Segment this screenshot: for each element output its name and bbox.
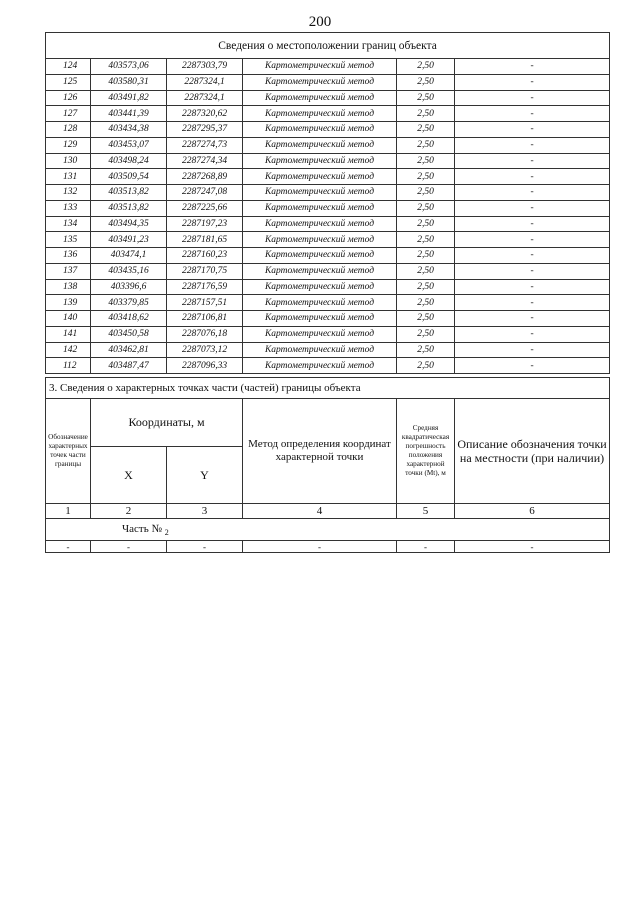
coord-y: 2287295,37 — [167, 122, 243, 138]
accuracy-cell: 2,50 — [397, 342, 455, 358]
accuracy-cell: 2,50 — [397, 200, 455, 216]
empty-cell: - — [397, 541, 455, 553]
header-coordinates: Координаты, м — [91, 399, 243, 447]
method-cell: Картометрический метод — [243, 232, 397, 248]
accuracy-cell: 2,50 — [397, 279, 455, 295]
method-cell: Картометрический метод — [243, 59, 397, 75]
description-cell: - — [455, 200, 610, 216]
col-number: 6 — [455, 504, 610, 519]
coord-y: 2287247,08 — [167, 185, 243, 201]
header-x: X — [91, 447, 167, 504]
accuracy-cell: 2,50 — [397, 326, 455, 342]
table-row — [46, 342, 610, 358]
description-cell: - — [455, 216, 610, 232]
accuracy-cell: 2,50 — [397, 295, 455, 311]
accuracy-cell: 2,50 — [397, 137, 455, 153]
table-row — [46, 74, 610, 90]
accuracy-cell: 2,50 — [397, 311, 455, 327]
description-cell: - — [455, 59, 610, 75]
point-number: 112 — [46, 358, 91, 374]
table-row — [46, 248, 610, 264]
point-number: 141 — [46, 326, 91, 342]
coord-x: 403434,38 — [91, 122, 167, 138]
coord-x: 403435,16 — [91, 263, 167, 279]
method-cell: Картометрический метод — [243, 263, 397, 279]
coord-x: 403580,31 — [91, 74, 167, 90]
point-number: 133 — [46, 200, 91, 216]
coord-x: 403462,81 — [91, 342, 167, 358]
point-number: 131 — [46, 169, 91, 185]
method-cell: Картометрический метод — [243, 248, 397, 264]
method-cell: Картометрический метод — [243, 185, 397, 201]
coord-x: 403491,82 — [91, 90, 167, 106]
col-number: 5 — [397, 504, 455, 519]
table-row — [46, 185, 610, 201]
part-label-row — [46, 519, 610, 541]
coord-x: 403491,23 — [91, 232, 167, 248]
accuracy-cell: 2,50 — [397, 263, 455, 279]
point-number: 127 — [46, 106, 91, 122]
description-cell: - — [455, 311, 610, 327]
method-cell: Картометрический метод — [243, 216, 397, 232]
coord-x: 403450,58 — [91, 326, 167, 342]
accuracy-cell: 2,50 — [397, 169, 455, 185]
table-row — [46, 358, 610, 374]
table-row — [46, 311, 610, 327]
table-row — [46, 279, 610, 295]
coord-x: 403441,39 — [91, 106, 167, 122]
part-label: Часть № — [122, 522, 162, 535]
description-cell: - — [455, 342, 610, 358]
coord-y: 2287106,81 — [167, 311, 243, 327]
table-row — [46, 200, 610, 216]
table-row — [46, 153, 610, 169]
description-cell: - — [455, 106, 610, 122]
description-cell: - — [455, 122, 610, 138]
coord-y: 2287225,66 — [167, 200, 243, 216]
header-accuracy: Средняя квадратическая погрешность положения характерной точки (Мt), м — [397, 399, 455, 504]
accuracy-cell: 2,50 — [397, 185, 455, 201]
coord-y: 2287096,33 — [167, 358, 243, 374]
accuracy-cell: 2,50 — [397, 358, 455, 374]
coord-x: 403494,35 — [91, 216, 167, 232]
point-number: 135 — [46, 232, 91, 248]
page-number: 200 — [308, 14, 332, 30]
point-number: 134 — [46, 216, 91, 232]
point-number: 132 — [46, 185, 91, 201]
description-cell: - — [455, 279, 610, 295]
table-row — [46, 59, 610, 75]
table-row — [46, 326, 610, 342]
coord-x: 403474,1 — [91, 248, 167, 264]
point-number: 136 — [46, 248, 91, 264]
coord-x: 403396,6 — [91, 279, 167, 295]
coord-y: 2287303,79 — [167, 59, 243, 75]
accuracy-cell: 2,50 — [397, 122, 455, 138]
coord-y: 2287324,1 — [167, 74, 243, 90]
header-method: Метод определения координат характерной точки — [243, 399, 397, 504]
col-number: 1 — [46, 504, 91, 519]
empty-cell: - — [46, 541, 91, 553]
table-row — [46, 295, 610, 311]
coord-y: 2287170,75 — [167, 263, 243, 279]
coord-x: 403487,47 — [91, 358, 167, 374]
table-row — [46, 169, 610, 185]
col-number: 3 — [167, 504, 243, 519]
description-cell: - — [455, 153, 610, 169]
point-number: 142 — [46, 342, 91, 358]
method-cell: Картометрический метод — [243, 137, 397, 153]
coord-x: 403498,24 — [91, 153, 167, 169]
header-description: Описание обозначения точки на местности (при наличии) — [455, 399, 610, 504]
coord-y: 2287274,73 — [167, 137, 243, 153]
section-title: Сведения о местоположении границ объекта — [46, 33, 610, 59]
point-number: 138 — [46, 279, 91, 295]
empty-cell: - — [455, 541, 610, 553]
table-row — [46, 137, 610, 153]
coord-y: 2287076,18 — [167, 326, 243, 342]
description-cell: - — [455, 326, 610, 342]
col-number: 2 — [91, 504, 167, 519]
description-cell: - — [455, 185, 610, 201]
point-number: 137 — [46, 263, 91, 279]
empty-cell: - — [167, 541, 243, 553]
method-cell: Картометрический метод — [243, 106, 397, 122]
table-row — [46, 216, 610, 232]
section3-title: 3. Сведения о характерных точках части (частей) границы объекта — [46, 378, 610, 399]
method-cell: Картометрический метод — [243, 169, 397, 185]
method-cell: Картометрический метод — [243, 295, 397, 311]
method-cell: Картометрический метод — [243, 200, 397, 216]
coord-y: 2287176,59 — [167, 279, 243, 295]
coord-y: 2287274,34 — [167, 153, 243, 169]
part-number: 2 — [164, 527, 169, 537]
table-row — [46, 232, 610, 248]
coord-y: 2287320,62 — [167, 106, 243, 122]
method-cell: Картометрический метод — [243, 74, 397, 90]
coord-y: 2287324,1 — [167, 90, 243, 106]
method-cell: Картометрический метод — [243, 279, 397, 295]
point-number: 128 — [46, 122, 91, 138]
description-cell: - — [455, 137, 610, 153]
description-cell: - — [455, 169, 610, 185]
point-number: 140 — [46, 311, 91, 327]
coord-y: 2287197,23 — [167, 216, 243, 232]
method-cell: Картометрический метод — [243, 122, 397, 138]
description-cell: - — [455, 358, 610, 374]
coord-x: 403513,82 — [91, 200, 167, 216]
table-row — [46, 106, 610, 122]
method-cell: Картометрический метод — [243, 90, 397, 106]
accuracy-cell: 2,50 — [397, 74, 455, 90]
point-number: 124 — [46, 59, 91, 75]
method-cell: Картометрический метод — [243, 358, 397, 374]
part-points-table — [45, 377, 610, 553]
method-cell: Картометрический метод — [243, 342, 397, 358]
coord-y: 2287181,65 — [167, 232, 243, 248]
coord-x: 403509,54 — [91, 169, 167, 185]
coord-y: 2287157,51 — [167, 295, 243, 311]
description-cell: - — [455, 232, 610, 248]
method-cell: Картометрический метод — [243, 326, 397, 342]
coord-y: 2287160,23 — [167, 248, 243, 264]
coord-x: 403573,06 — [91, 59, 167, 75]
empty-cell: - — [91, 541, 167, 553]
point-number: 129 — [46, 137, 91, 153]
coord-x: 403379,85 — [91, 295, 167, 311]
table-row — [46, 90, 610, 106]
accuracy-cell: 2,50 — [397, 248, 455, 264]
coord-x: 403513,82 — [91, 185, 167, 201]
table-row — [46, 122, 610, 138]
header-y: Y — [167, 447, 243, 504]
accuracy-cell: 2,50 — [397, 153, 455, 169]
description-cell: - — [455, 74, 610, 90]
description-cell: - — [455, 248, 610, 264]
point-number: 126 — [46, 90, 91, 106]
accuracy-cell: 2,50 — [397, 59, 455, 75]
point-number: 139 — [46, 295, 91, 311]
header-designation: Обозначение характерных точек части границы — [46, 399, 91, 504]
description-cell: - — [455, 295, 610, 311]
col-number: 4 — [243, 504, 397, 519]
coord-x: 403418,62 — [91, 311, 167, 327]
point-number: 125 — [46, 74, 91, 90]
accuracy-cell: 2,50 — [397, 216, 455, 232]
method-cell: Картометрический метод — [243, 311, 397, 327]
coord-y: 2287073,12 — [167, 342, 243, 358]
method-cell: Картометрический метод — [243, 153, 397, 169]
point-number: 130 — [46, 153, 91, 169]
description-cell: - — [455, 263, 610, 279]
accuracy-cell: 2,50 — [397, 232, 455, 248]
table-row — [46, 263, 610, 279]
coord-x: 403453,07 — [91, 137, 167, 153]
description-cell: - — [455, 90, 610, 106]
accuracy-cell: 2,50 — [397, 106, 455, 122]
boundary-points-table — [45, 32, 610, 374]
coord-y: 2287268,89 — [167, 169, 243, 185]
empty-cell: - — [243, 541, 397, 553]
accuracy-cell: 2,50 — [397, 90, 455, 106]
